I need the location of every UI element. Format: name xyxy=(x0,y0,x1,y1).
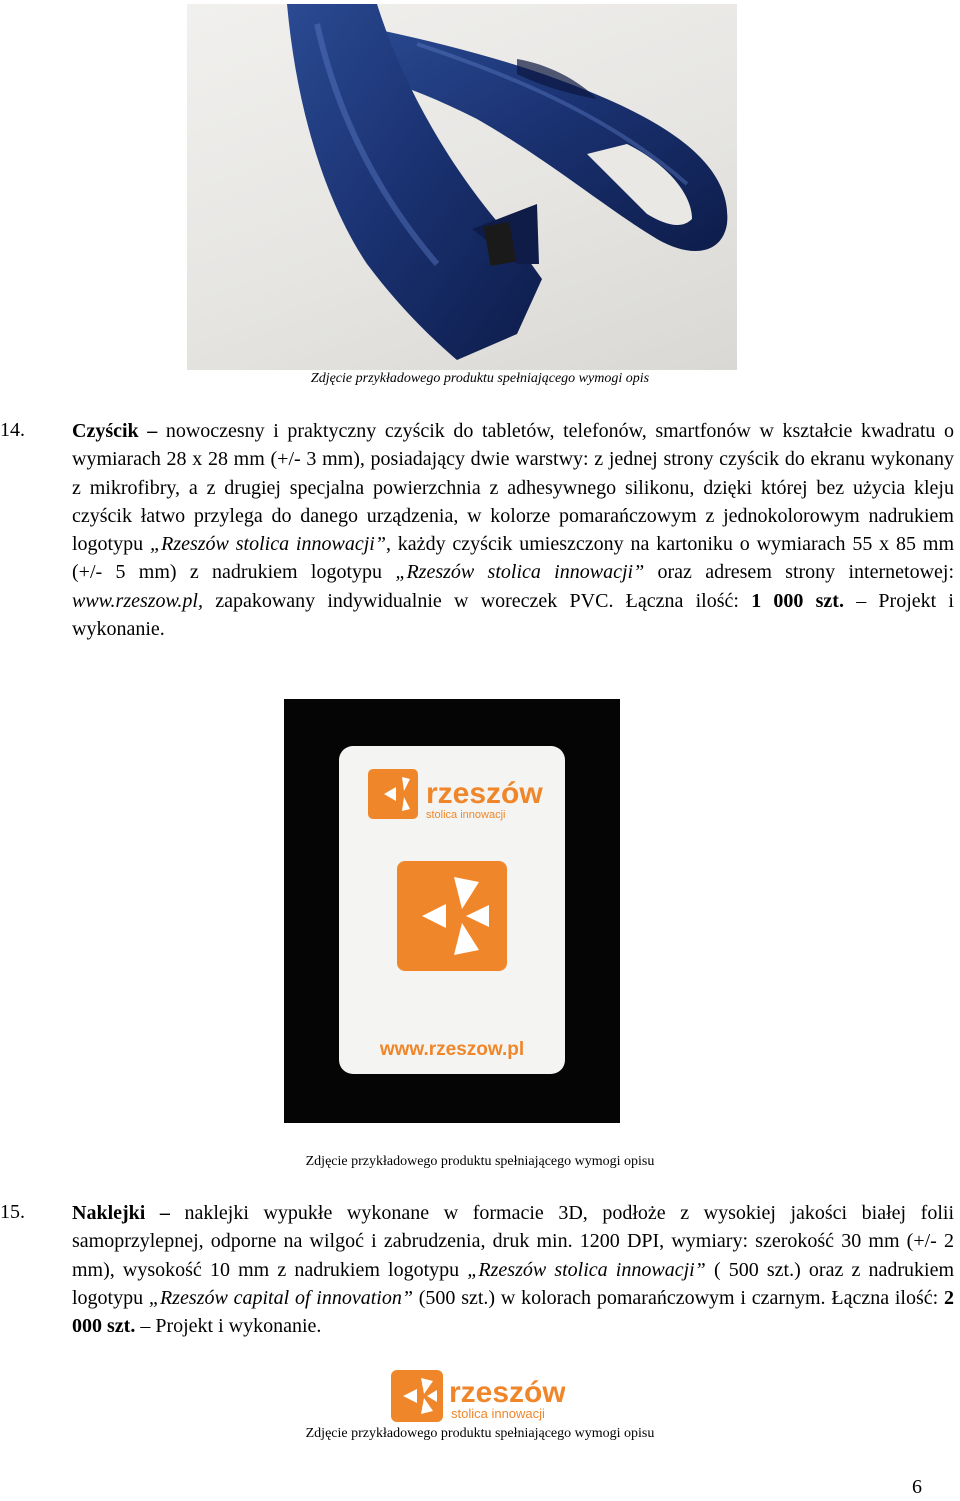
cleaner-card-image xyxy=(284,699,620,1123)
rzeszow-logo xyxy=(389,1366,565,1426)
item-14-quantity: 1 000 szt. xyxy=(751,589,844,612)
item-14-dash: – xyxy=(138,420,166,442)
item-14-url: www.rzeszow.pl, xyxy=(72,589,203,612)
item-14-number: 14. xyxy=(0,419,25,441)
item-14-title: Czyścik xyxy=(72,420,139,442)
item-14-text: oraz adresem strony internetowej: xyxy=(644,561,955,584)
item-15-text: naklejki wypukłe wykonane w formacie 3D, podłoże z wysokiej jakości białej folii samoprzylepnej, odporne na wilgoć i zabrudzenia, druk min. 1200 DPI, wymiary: szerokość 30 mm (+/- 2 mm), wysokość 10 mm z nadrukiem logotypu xyxy=(72,1202,954,1281)
item-14-logo-name: „Rzeszów stolica innowacji” xyxy=(149,533,386,556)
item-14-text: , każdy czyścik umieszczony na kartoniku o wymiarach 55 x 85 mm (+/- 5 mm) z nadrukiem logotypu xyxy=(72,533,954,584)
tie-photo xyxy=(187,4,737,370)
item-14-text: – Projekt i wykonanie. xyxy=(72,589,954,641)
card-logo-name: rzeszów xyxy=(426,777,543,810)
item-14-description xyxy=(72,417,954,643)
tie-caption: Zdjęcie przykładowego produktu spełniającego wymogi opis xyxy=(310,371,650,386)
card-logo-tagline: stolica innowacji xyxy=(426,809,506,821)
item-14-text: nowoczesny i praktyczny czyścik do tabletów, telefonów, smartfonów w kształcie kwadratu o wymiarach 28 x 28 mm (+/- 3 mm), posiadający dwie warstwy: z jednej strony czyścik do ekranu wykonany z mikrofibry, a z drugiej specjalna powierzchnia z adhesywnego silikonu, dzięki której bez użycia kleju czyścik łatwo przylega do danego urządzenia, w kolorze pomarańczowym z jednokolorowym nadrukiem logotypu xyxy=(72,420,955,556)
tie-image xyxy=(187,4,737,370)
logo-tagline: stolica innowacji xyxy=(451,1406,545,1421)
logo-name: rzeszów xyxy=(449,1376,565,1409)
cleaner-card-photo xyxy=(284,699,620,1123)
item-14-text: zapakowany indywidualnie w woreczek PVC. Łączna ilość: xyxy=(202,589,752,612)
item-15-logo-name: „Rzeszów stolica innowacji” xyxy=(467,1258,706,1281)
item-15-title: Naklejki xyxy=(72,1202,146,1224)
item-15-logo-name: „Rzeszów capital of innovation” xyxy=(148,1286,413,1309)
card-url: www.rzeszow.pl xyxy=(379,1039,525,1060)
item-15-quantity: 2 000 szt. xyxy=(72,1286,954,1338)
item-15-text: ( 500 szt.) oraz z nadrukiem logotypu xyxy=(72,1258,955,1309)
item-15-dash: – xyxy=(145,1202,185,1224)
item-15-description xyxy=(72,1199,954,1340)
page-number: 6 xyxy=(912,1476,922,1498)
cleaner-caption: Zdjęcie przykładowego produktu spełniającego wymogi opisu xyxy=(305,1154,655,1169)
item-15-text: (500 szt.) w kolorach pomarańczowym i czarnym. Łączna ilość: xyxy=(412,1286,944,1309)
stickers-caption: Zdjęcie przykładowego produktu spełniającego wymogi opisu xyxy=(305,1426,655,1441)
item-15-number: 15. xyxy=(0,1201,25,1223)
item-14-logo-name: „Rzeszów stolica innowacji” xyxy=(395,561,645,584)
rzeszow-logo-image xyxy=(389,1366,565,1426)
item-15-text: – Projekt i wykonanie. xyxy=(135,1315,322,1338)
